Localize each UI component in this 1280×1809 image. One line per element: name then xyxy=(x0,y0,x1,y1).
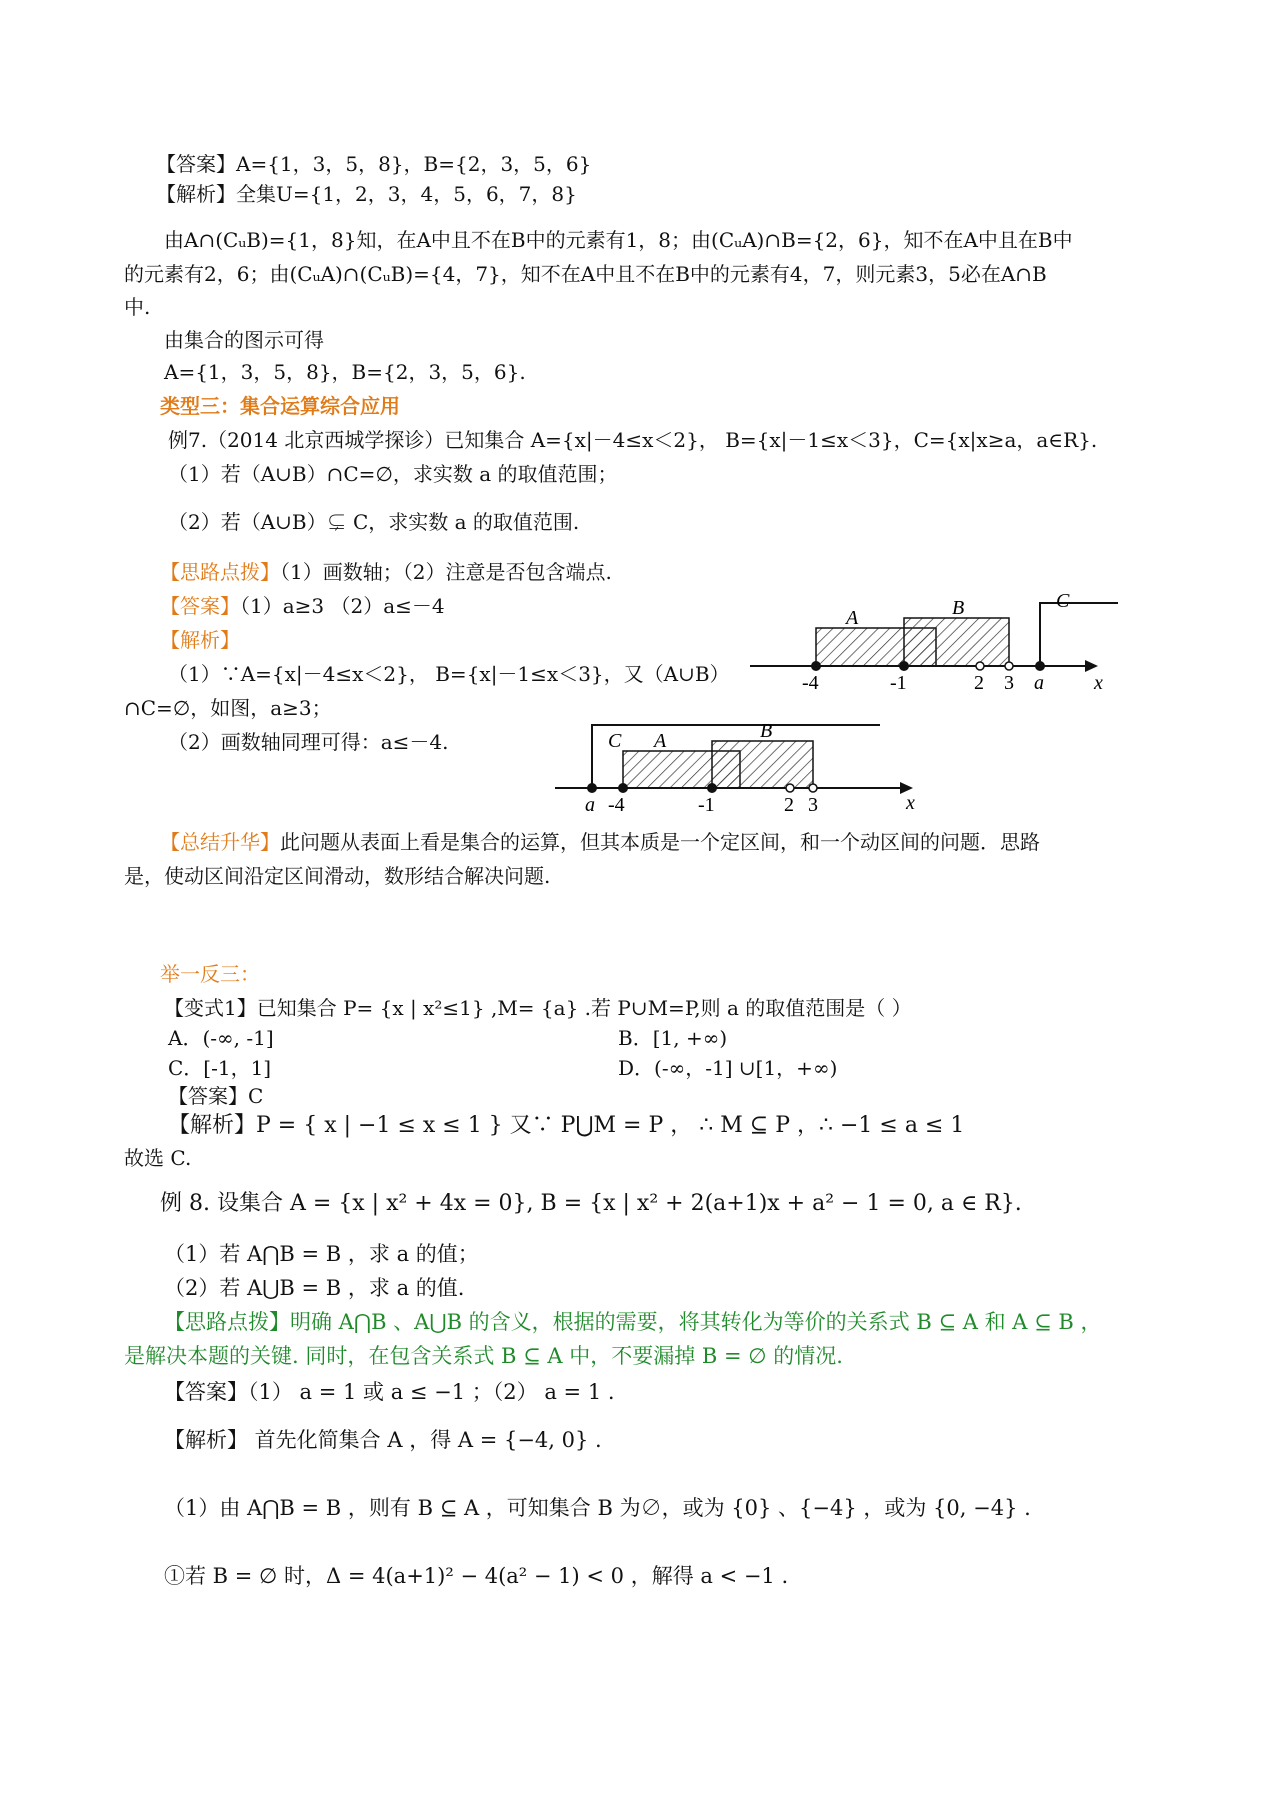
option-a: A．(-∞, -1] xyxy=(168,1026,274,1050)
summary-tag: 【总结升华】 xyxy=(160,830,280,854)
practice-heading: 举一反三： xyxy=(160,962,260,986)
option-c: C．[-1，1] xyxy=(168,1056,272,1080)
tick-label: a xyxy=(585,794,595,815)
body-text: A={1，3，5，8}，B={2，3，5，6}. xyxy=(164,360,526,384)
summary-line xyxy=(160,828,1040,856)
hint-line: 【思路点拨】明确 A⋂B 、A⋃B 的含义，根据的需要，将其转化为等价的关系式 B ⊆ A 和 A ⊆ B ， xyxy=(164,1310,1102,1334)
conclusion-line: 故选 C. xyxy=(124,1146,192,1170)
hint-text: （1）画数轴；（2）注意是否包含端点. xyxy=(280,560,612,584)
tick-label: -1 xyxy=(698,794,715,815)
tick-label: 3 xyxy=(808,794,818,815)
label-a-set: A xyxy=(654,730,667,752)
answer-line: 【答案】C xyxy=(168,1084,264,1108)
answer-line: 【答案】（1） a = 1 或 a ≤ −1 ；（2） a = 1 . xyxy=(164,1380,615,1404)
label-c-set: C xyxy=(608,730,622,752)
solution-line: ∩C=∅，如图，a≥3； xyxy=(124,696,332,720)
tick-label: 2 xyxy=(974,672,984,694)
solution-line: （1）由 A⋂B = B ，则有 B ⊆ A ，可知集合 B 为∅，或为 {0} 、{−4} ，或为 {0, −4} . xyxy=(164,1496,1031,1520)
summary-text: 是，使动区间沿定区间滑动，数形结合解决问题. xyxy=(124,864,551,888)
section-heading: 类型三：集合运算综合应用 xyxy=(160,394,400,418)
body-text: 的元素有2，6；由(CᵤA)∩(CᵤB)={4，7}，知不在A中且不在B中的元素有4，7，则元素3，5必在A∩B xyxy=(124,262,1047,286)
hint-line xyxy=(160,558,612,586)
hint-tag: 【思路点拨】 xyxy=(160,560,280,584)
solution-line: ①若 B = ∅ 时，Δ = 4(a+1)² − 4(a² − 1) < 0 ，解得 a < −1 . xyxy=(164,1564,789,1588)
question-2: （2）若 A⋃B = B ，求 a 的值. xyxy=(164,1276,465,1300)
label-a-set: A xyxy=(846,607,859,629)
axis-arrow xyxy=(1085,660,1098,672)
answer-line: 【答案】A={1，3，5，8}，B={2，3，5，6} xyxy=(156,152,592,176)
option-d: D．(-∞，-1] ∪[1，+∞) xyxy=(618,1056,838,1080)
tick-label: -4 xyxy=(802,672,819,694)
axis-label-x: x xyxy=(1094,672,1103,694)
tick-label: -1 xyxy=(890,672,907,694)
variant-1-statement: 【变式1】已知集合 P= {x | x²≤1} ,M= {a} .若 P∪M=P,则 a 的取值范围是（ ） xyxy=(164,996,912,1020)
label-c-set: C xyxy=(1056,590,1070,612)
body-text: 由集合的图示可得 xyxy=(164,328,324,352)
tick-label: 3 xyxy=(1004,672,1014,694)
label-b-set: B xyxy=(760,720,773,742)
hint-line: 是解决本题的关键. 同时，在包含关系式 B ⊆ A 中，不要漏掉 B = ∅ 的情况. xyxy=(124,1344,843,1368)
number-line-figure-1 xyxy=(740,585,1120,695)
question-1: （1）若 A⋂B = B ，求 a 的值； xyxy=(164,1242,479,1266)
analysis-line: 【解析】P = { x | −1 ≤ x ≤ 1 } 又∵ P⋃M = P ， ∴ M ⊆ P ，∴ −1 ≤ a ≤ 1 xyxy=(168,1113,965,1138)
solution-line: （2）画数轴同理可得：a≤－4. xyxy=(168,730,449,754)
example-8-statement: 例 8. 设集合 A = {x | x² + 4x = 0}, B = {x | x² + 2(a+1)x + a² − 1 = 0, a ∈ R}. xyxy=(160,1191,1022,1216)
tick-label: 2 xyxy=(784,794,794,815)
body-text: 由A∩(CᵤB)={1，8}知，在A中且不在B中的元素有1，8；由(CᵤA)∩B={2，6}，知不在A中且在B中 xyxy=(164,228,1073,252)
set-b-box xyxy=(904,618,1009,666)
analysis-tag: 【解析】 xyxy=(160,628,240,652)
summary-text: 此问题从表面上看是集合的运算，但其本质是一个定区间，和一个动区间的问题．思路 xyxy=(280,830,1040,854)
answer-line xyxy=(160,592,445,620)
answer-text: （1）a≥3 （2）a≤－4 xyxy=(240,594,445,618)
solution-line: （1）∵A={x|－4≤x＜2}， B={x|－1≤x＜3}，又（A∪B） xyxy=(168,662,730,686)
analysis-line: 【解析】 首先化简集合 A ，得 A = {−4, 0} . xyxy=(164,1428,602,1452)
question-1: （1）若（A∪B）∩C=∅，求实数 a 的取值范围； xyxy=(168,462,618,486)
option-b: B．[1, +∞) xyxy=(618,1026,728,1050)
set-b-box xyxy=(712,741,813,788)
set-c-bracket xyxy=(1040,603,1118,666)
question-2: （2）若（A∪B）⊊ C，求实数 a 的取值范围. xyxy=(168,510,580,534)
body-text: 中. xyxy=(124,295,151,319)
tick-label: -4 xyxy=(608,794,625,815)
example-7-statement: 例7.（2014 北京西城学探诊）已知集合 A={x|－4≤x＜2}， B={x|－1≤x＜3}，C={x|x≥a，a∈R}. xyxy=(168,428,1098,452)
answer-tag: 【答案】 xyxy=(160,594,240,618)
tick-label: a xyxy=(1034,672,1044,694)
label-b-set: B xyxy=(952,597,965,619)
number-line-figure-2 xyxy=(550,715,950,815)
axis-label-x: x xyxy=(906,792,915,814)
analysis-line: 【解析】全集U={1，2，3，4，5，6，7，8} xyxy=(156,182,577,206)
